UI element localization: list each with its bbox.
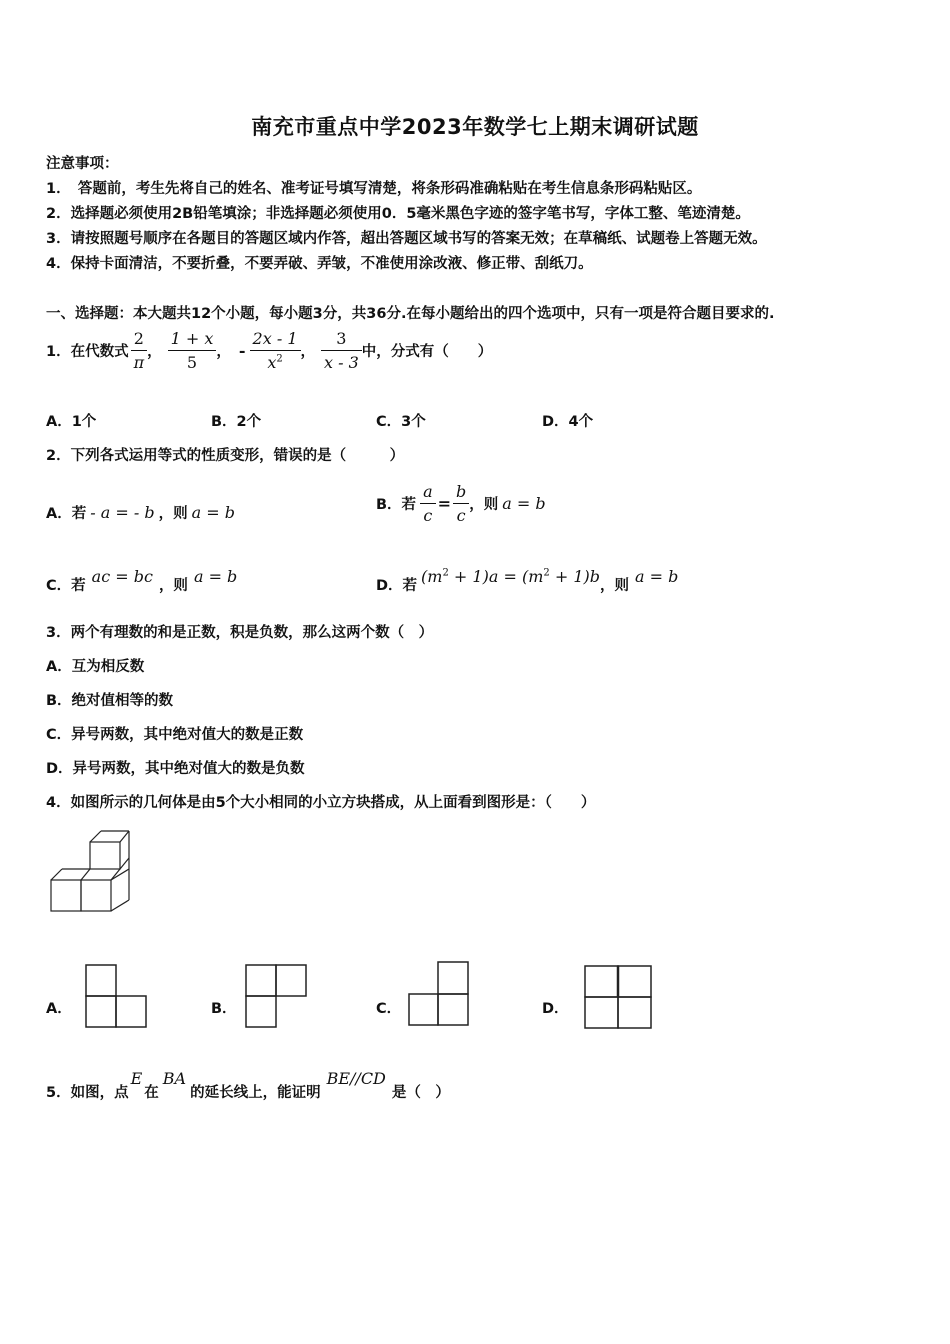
q1-fraction-2: $\frac{1 + x}{5}$ <box>168 329 217 372</box>
question-3-stem: 3．两个有理数的和是正数，积是负数，那么这两个数（ ） <box>46 625 434 641</box>
section-heading: 一、选择题：本大题共12个小题，每小题3分，共36分.在每小题给出的四个选项中，只有一项是符合题目要求的. <box>46 306 775 322</box>
note-item-4: 4．保持卡面清洁，不要折叠，不要弄破、弄皱，不准使用涂改液、修正带、刮纸刀。 <box>46 256 593 272</box>
q3-option-c: C．异号两数，其中绝对值大的数是正数 <box>46 727 304 743</box>
question-2-stem: 2．下列各式运用等式的性质变形，错误的是（ ） <box>46 448 405 464</box>
q2-option-a: A．若 - a = - b ，则 a = b <box>46 503 235 522</box>
note-item-3: 3．请按照题号顺序在各题目的答题区域内作答，超出答题区域书写的答案无效；在草稿纸、试题卷上答题无效。 <box>46 231 767 247</box>
q1-option-d: D．4个 <box>542 414 594 430</box>
q1-option-c: C．3个 <box>376 414 426 430</box>
q4-option-c-figure <box>408 961 470 1027</box>
q4-option-d-label: D． <box>542 1001 569 1017</box>
q3-option-d: D．异号两数，其中绝对值大的数是负数 <box>46 761 305 777</box>
q2-option-d: D．若 $(m^2 + 1)a = (m^2 + 1)b$，则 a = b <box>376 567 679 594</box>
q4-option-b-label: B． <box>211 1001 237 1017</box>
q1-option-b: B．2个 <box>211 414 262 430</box>
q1-fraction-3: $\frac{2x - 1}{x^2}$ <box>250 329 301 372</box>
q4-option-a-figure <box>85 964 147 1028</box>
q1-prefix: 1．在代数式 <box>46 343 129 360</box>
question-5-stem: 5．如图，点E在BA的延长线上，能证明BE//CD是（ ） <box>46 1069 450 1101</box>
notes-heading: 注意事项： <box>46 156 119 172</box>
note-item-1: 1． 答题前，考生先将自己的姓名、准考证号填写清楚，将条形码准确粘贴在考生信息条形码粘贴区。 <box>46 181 702 197</box>
q2-option-b: B．若 $\frac{a}{c}$ = $\frac{b}{c}$ ，则 a = b <box>376 481 546 525</box>
q3-option-b: B．绝对值相等的数 <box>46 693 174 709</box>
q4-option-a-label: A． <box>46 1001 72 1017</box>
q1-fraction-4: $\frac{3}{x - 3}$ <box>321 329 362 372</box>
q2-option-c: C．若 ac = bc ，则 a = b <box>46 567 238 594</box>
q1-minus-sign: - <box>238 340 246 360</box>
q4-option-c-label: C． <box>376 1001 402 1017</box>
q1-comma: ， <box>147 343 162 360</box>
q1-comma: ， <box>300 343 315 360</box>
question-1-stem <box>46 325 492 375</box>
page-title: 南充市重点中学2023年数学七上期末调研试题 <box>251 115 699 139</box>
q1-option-a: A．1个 <box>46 414 97 430</box>
cube-stack-figure <box>48 828 134 916</box>
q1-fraction-1: $\frac{2}{\pi}$ <box>131 329 148 372</box>
q3-option-a: A．互为相反数 <box>46 659 145 675</box>
q4-option-b-figure <box>245 964 307 1028</box>
q1-suffix: 中，分式有（ ） <box>361 343 493 360</box>
q4-option-d-figure <box>584 965 652 1029</box>
question-4-stem: 4．如图所示的几何体是由5个大小相同的小立方块搭成，从上面看到图形是：（ ） <box>46 795 596 811</box>
q1-comma: ， <box>216 343 231 360</box>
note-item-2: 2．选择题必须使用2B铅笔填涂；非选择题必须使用0．5毫米黑色字迹的签字笔书写，字体工整、笔迹清楚。 <box>46 206 750 222</box>
